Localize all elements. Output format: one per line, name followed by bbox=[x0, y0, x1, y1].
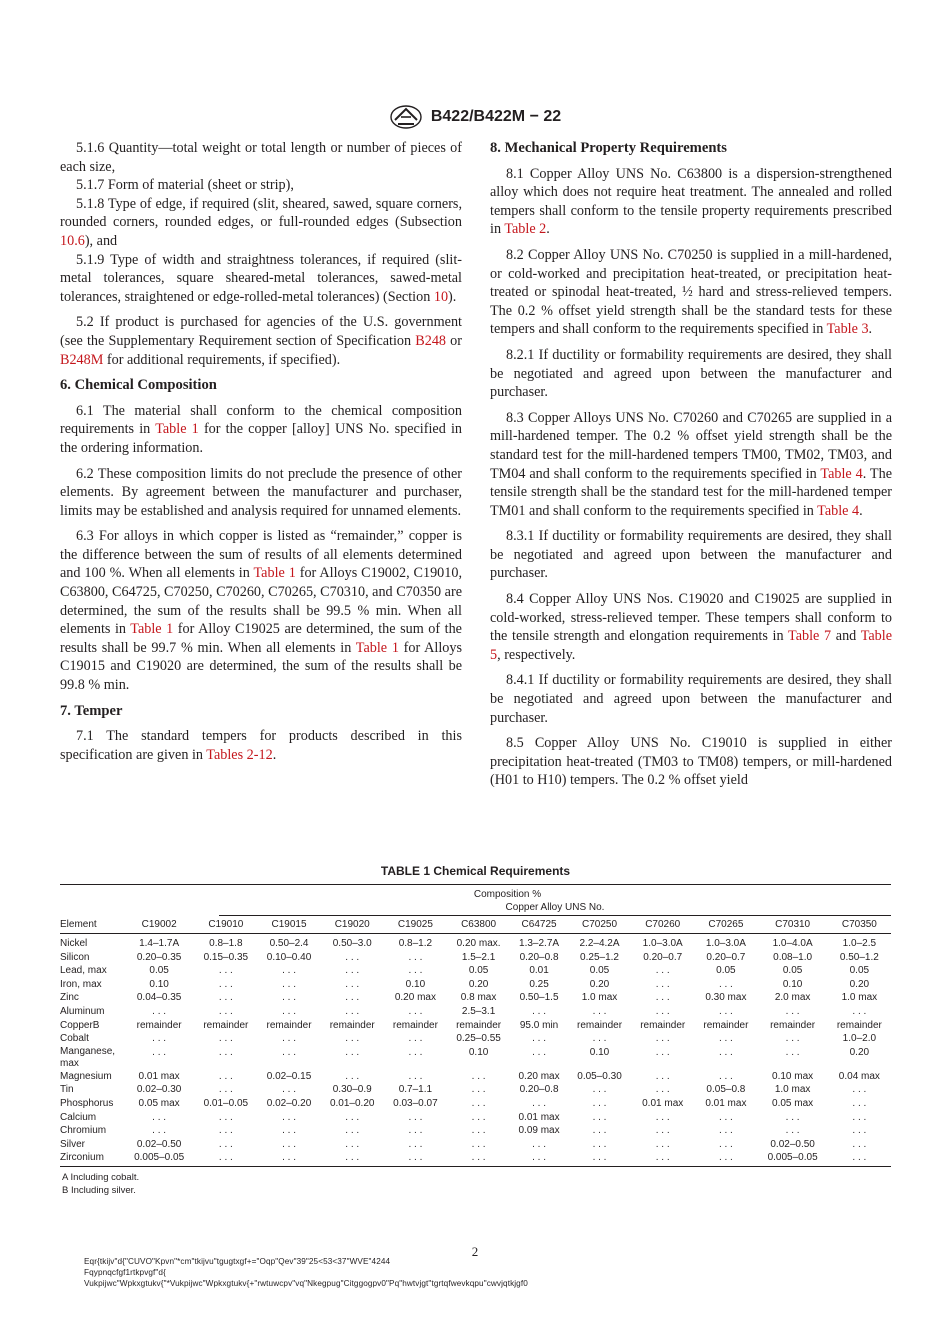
table-row bbox=[60, 1046, 891, 1070]
header-spacer bbox=[60, 885, 124, 917]
column-header-alloy: C70260 bbox=[631, 916, 694, 934]
composition-cell: . . . bbox=[282, 978, 296, 990]
composition-cell: 0.8–1.8 bbox=[209, 938, 243, 949]
composition-cell: 0.01–0.05 bbox=[203, 1097, 249, 1109]
composition-cell: . . . bbox=[282, 1111, 296, 1123]
composition-cell: . . . bbox=[345, 951, 360, 963]
composition-cell: remainder bbox=[266, 1019, 312, 1031]
composition-cell: 1.0–2.0 bbox=[842, 1033, 877, 1045]
element-name-cell: Zinc bbox=[60, 992, 79, 1004]
para-7-1: 7.1 The standard tempers for products described in this specification are given in Tables 2-12. bbox=[60, 728, 462, 763]
element-name-cell: Silicon bbox=[60, 951, 90, 963]
composition-cell: . . . bbox=[345, 1125, 360, 1137]
composition-cell: 0.20 max bbox=[518, 1070, 560, 1082]
composition-cell: 0.005–0.05 bbox=[124, 1151, 194, 1166]
composition-cell: 0.02–0.50 bbox=[136, 1138, 182, 1150]
element-name-cell: Manganese, max bbox=[60, 1045, 116, 1069]
composition-cell: remainder bbox=[703, 1019, 749, 1031]
composition-cell: . . . bbox=[568, 1151, 631, 1166]
composition-cell: . . . bbox=[152, 1005, 167, 1017]
para-5-2: 5.2 If product is purchased for agencies of the U.S. government (see the Supplementary Requirement section of Specification B248 or B248M for additional requirements, if specified). bbox=[60, 314, 463, 368]
composition-cell: 0.05 bbox=[468, 965, 489, 977]
composition-cell: remainder bbox=[392, 1019, 438, 1031]
composition-cell: . . . bbox=[592, 1005, 607, 1017]
composition-cell: . . . bbox=[592, 1084, 607, 1096]
composition-cell: 0.20 bbox=[849, 1046, 870, 1058]
table-row bbox=[60, 1070, 891, 1084]
composition-cell: 0.08–1.0 bbox=[773, 951, 813, 963]
composition-cell: . . . bbox=[408, 1033, 423, 1045]
composition-cell: . . . bbox=[218, 965, 233, 977]
composition-cell: 0.03–0.07 bbox=[393, 1097, 438, 1109]
composition-cell: 1.5–2.1 bbox=[461, 951, 496, 963]
composition-cell: 0.09 max bbox=[518, 1125, 560, 1137]
composition-cell: 0.25–0.55 bbox=[456, 1033, 501, 1045]
composition-cell: . . . bbox=[532, 1033, 546, 1045]
composition-cell: . . . bbox=[218, 992, 233, 1004]
composition-cell: . . . bbox=[532, 1046, 546, 1058]
link-b248m[interactable]: B248M bbox=[60, 351, 104, 368]
composition-cell: . . . bbox=[345, 1111, 360, 1123]
table-title: TABLE 1 Chemical Requirements bbox=[380, 864, 571, 878]
composition-cell: . . . bbox=[218, 1046, 233, 1058]
para-8-2: 8.2 Copper Alloy UNS No. C70250 is supplied in a mill-hardened, or cold-worked and precipitation heat-treated, or precipitation heat-treated or spinodal heat-treated, ½ hard and stress-relieved tempers. The 0.2 % offset yield strength shall be the standard tests for these tempers and shall conform to the requirements specified in Table 3. bbox=[490, 246, 892, 338]
composition-cell: . . . bbox=[592, 1111, 607, 1123]
composition-cell: 0.05–0.30 bbox=[577, 1070, 622, 1082]
composition-cell: . . . bbox=[718, 1033, 733, 1045]
composition-cell: 0.02–0.15 bbox=[266, 1070, 312, 1082]
composition-cell: . . . bbox=[655, 978, 670, 990]
link-table-5[interactable]: Table 5 bbox=[490, 628, 892, 663]
link-table-1[interactable]: Table 1 bbox=[355, 639, 399, 656]
para-6-2: 6.2 These composition limits do not preclude the presence of other elements. By agreement between the manufacturer and purchaser, limits may be established and analysis required for unnamed elements. bbox=[60, 465, 462, 519]
composition-cell: remainder bbox=[203, 1019, 249, 1031]
element-name-cell: Nickel bbox=[60, 938, 88, 949]
composition-label: Composition % bbox=[473, 889, 542, 900]
composition-cell: . . . bbox=[218, 1138, 233, 1150]
composition-cell: . . . bbox=[152, 1125, 167, 1137]
composition-cell: 0.05 max bbox=[772, 1097, 814, 1109]
composition-cell: 0.10 bbox=[468, 1046, 489, 1058]
table-row bbox=[60, 1005, 891, 1019]
link-table-3[interactable]: Table 3 bbox=[826, 321, 869, 338]
alloy-label: Copper Alloy UNS No. bbox=[219, 901, 891, 916]
column-header-alloy: C19020 bbox=[321, 916, 384, 934]
column-header-alloy: C64725 bbox=[510, 916, 568, 934]
composition-cell: . . . bbox=[785, 1046, 800, 1058]
composition-cell: remainder bbox=[136, 1019, 182, 1031]
column-header-element: Element bbox=[60, 916, 124, 934]
composition-cell: 0.05 bbox=[716, 965, 736, 977]
para-5-1-9: 5.1.9 Type of width and straightness tolerances, if required (slit-metal tolerances, square sheared-metal tolerances, sawed-metal tolerances, straightened or edge-rolled-metal tolerances) (Section 10). bbox=[60, 251, 462, 305]
composition-cell: . . . bbox=[592, 1125, 607, 1137]
table-row bbox=[60, 978, 891, 992]
composition-cell: . . . bbox=[592, 1097, 607, 1109]
composition-cell: . . . bbox=[152, 1033, 167, 1045]
table-row bbox=[60, 1032, 891, 1046]
composition-cell: 0.05 bbox=[782, 965, 803, 977]
composition-cell: . . . bbox=[257, 1151, 320, 1166]
element-name-cell: Phosphorus bbox=[60, 1097, 114, 1109]
composition-cell: . . . bbox=[785, 1125, 800, 1137]
table-1-block bbox=[60, 864, 891, 1197]
composition-cell: 0.04–0.35 bbox=[136, 992, 182, 1004]
composition-cell: 2.5–3.1 bbox=[461, 1005, 496, 1017]
composition-cell: 0.02–0.30 bbox=[136, 1084, 182, 1096]
composition-cell: . . . bbox=[718, 1070, 733, 1082]
composition-cell: 0.20 max. bbox=[456, 938, 501, 949]
link-section-10[interactable]: 10 bbox=[433, 288, 449, 305]
composition-cell: . . . bbox=[408, 1125, 423, 1137]
composition-cell: . . . bbox=[345, 978, 360, 990]
link-table-4[interactable]: Table 4 bbox=[820, 465, 863, 482]
composition-cell: . . . bbox=[321, 1151, 384, 1166]
composition-cell: . . . bbox=[510, 1151, 568, 1166]
link-tables-2-12[interactable]: Tables 2-12 bbox=[206, 746, 273, 763]
composition-cell: . . . bbox=[471, 1111, 486, 1123]
composition-cell: 0.05 bbox=[149, 965, 169, 977]
composition-cell: 0.10–0.40 bbox=[266, 951, 312, 963]
heading-section-7: 7. Temper bbox=[60, 702, 123, 719]
right-column bbox=[490, 139, 892, 797]
composition-cell: 0.20–0.7 bbox=[643, 951, 683, 963]
composition-cell: 0.05 bbox=[589, 965, 610, 977]
column-header-alloy: C19010 bbox=[194, 916, 257, 934]
link-table-4[interactable]: Table 4 bbox=[817, 502, 860, 519]
composition-cell: . . . bbox=[655, 1138, 670, 1150]
composition-cell: . . . bbox=[408, 1111, 423, 1123]
composition-cell: . . . bbox=[655, 1005, 670, 1017]
composition-cell: . . . bbox=[532, 1138, 546, 1150]
link-table-1[interactable]: Table 1 bbox=[253, 565, 296, 582]
para-8-4-1: 8.4.1 If ductility or formability requirements are desired, they shall be negotiated and agreed upon between the manufacturer and purchaser. bbox=[490, 672, 892, 726]
composition-cell: . . . bbox=[345, 965, 360, 977]
composition-cell: . . . bbox=[828, 1151, 891, 1166]
composition-cell: . . . bbox=[471, 1138, 486, 1150]
composition-cell: . . . bbox=[718, 1005, 733, 1017]
composition-cell: 0.005–0.05 bbox=[757, 1151, 827, 1166]
composition-cell: 1.0–2.5 bbox=[842, 938, 877, 949]
column-header-alloy: C70265 bbox=[694, 916, 757, 934]
element-name-cell: CopperB bbox=[60, 1019, 100, 1031]
composition-cell: 1.3–2.7A bbox=[519, 938, 560, 949]
composition-cell: 1.0 max bbox=[841, 992, 878, 1004]
composition-cell: 0.10 bbox=[149, 978, 169, 990]
composition-cell: 1.0–4.0A bbox=[772, 938, 813, 949]
element-name-cell: Magnesium bbox=[60, 1070, 112, 1082]
composition-cell: 0.01 max bbox=[138, 1070, 180, 1082]
composition-cell: . . . bbox=[655, 965, 670, 977]
composition-cell: 0.10 max bbox=[772, 1070, 814, 1082]
composition-cell: . . . bbox=[852, 1125, 867, 1137]
element-name-cell: Chromium bbox=[60, 1125, 107, 1137]
composition-cell: 0.25 bbox=[529, 978, 549, 990]
para-8-1: 8.1 Copper Alloy UNS No. C63800 is a dispersion-strengthened alloy which does not require heat treatment. The annealed and rolled tempers shall conform to the tensile property requirements prescribed in Table 2. bbox=[490, 165, 892, 238]
composition-cell: . . . bbox=[718, 1138, 733, 1150]
composition-cell: 0.10 bbox=[405, 978, 426, 990]
composition-cell: remainder bbox=[770, 1019, 816, 1031]
composition-cell: . . . bbox=[218, 1005, 233, 1017]
composition-cell: . . . bbox=[408, 965, 423, 977]
composition-cell: 0.7–1.1 bbox=[398, 1084, 433, 1096]
element-name-cell: Aluminum bbox=[60, 1005, 105, 1017]
composition-cell: remainder bbox=[640, 1019, 686, 1031]
composition-cell: 0.50–3.0 bbox=[332, 938, 372, 949]
link-subsection-10-6[interactable]: 10.6 bbox=[60, 232, 85, 249]
composition-cell: . . . bbox=[345, 1033, 360, 1045]
composition-cell: . . . bbox=[152, 1046, 167, 1058]
composition-cell: remainder bbox=[329, 1019, 375, 1031]
composition-cell: . . . bbox=[282, 1125, 296, 1137]
element-name-cell: Tin bbox=[60, 1084, 74, 1096]
composition-cell: 0.50–1.5 bbox=[519, 992, 559, 1004]
composition-cell: . . . bbox=[345, 1046, 360, 1058]
composition-cell: 1.0–3.0A bbox=[705, 938, 746, 949]
composition-cell: . . . bbox=[194, 1151, 257, 1166]
composition-cell: . . . bbox=[655, 1070, 670, 1082]
composition-cell: remainder bbox=[456, 1019, 502, 1031]
composition-cell: 0.8 max bbox=[460, 992, 497, 1004]
composition-cell: . . . bbox=[655, 1033, 670, 1045]
composition-cell: . . . bbox=[447, 1151, 510, 1166]
astm-logo-icon bbox=[389, 105, 423, 129]
table-row bbox=[60, 1097, 891, 1111]
composition-cell: . . . bbox=[408, 1070, 423, 1082]
column-header-alloy: C70250 bbox=[568, 916, 631, 934]
table-row bbox=[60, 1111, 891, 1125]
footer-line-1: Eqr{tkijv"d{"CUVO"Kpvn"*cm"tkijvu"tgugtxgf+="Oqp"Qev"39"25<53<37"WVE"4244 bbox=[84, 1257, 391, 1266]
composition-cell: . . . bbox=[852, 1138, 867, 1150]
element-name-cell: Silver bbox=[60, 1138, 86, 1150]
license-footer bbox=[84, 1256, 884, 1289]
composition-cell: 1.0 max bbox=[774, 1084, 811, 1096]
composition-cell: 0.8–1.2 bbox=[398, 938, 433, 949]
composition-cell: . . . bbox=[152, 1111, 167, 1123]
composition-cell: 0.30–0.9 bbox=[332, 1084, 372, 1096]
composition-cell: . . . bbox=[345, 1070, 360, 1082]
composition-cell: . . . bbox=[408, 1005, 423, 1017]
composition-cell: 0.20 bbox=[849, 978, 870, 990]
composition-cell: 0.04 max bbox=[838, 1070, 880, 1082]
element-name-cell: Calcium bbox=[60, 1111, 97, 1123]
composition-cell: . . . bbox=[384, 1151, 447, 1166]
composition-cell: . . . bbox=[852, 1111, 867, 1123]
table-footnotes bbox=[60, 1171, 891, 1197]
composition-cell: 0.01 max bbox=[642, 1097, 684, 1109]
composition-cell: . . . bbox=[718, 1125, 733, 1137]
composition-cell: 95.0 min bbox=[519, 1019, 559, 1031]
table-row bbox=[60, 964, 891, 978]
column-header-alloy: C19002 bbox=[124, 916, 194, 934]
heading-section-6: 6. Chemical Composition bbox=[60, 377, 217, 394]
footnote-b: B Including silver. bbox=[62, 1184, 136, 1196]
composition-cell: . . . bbox=[218, 1033, 233, 1045]
composition-cell: 0.05 bbox=[849, 965, 870, 977]
composition-cell: 0.20–0.35 bbox=[136, 951, 182, 963]
composition-cell: 0.15–0.35 bbox=[203, 951, 249, 963]
column-header-alloy: C70310 bbox=[757, 916, 827, 934]
composition-cell: 0.10 bbox=[782, 978, 803, 990]
composition-cell: 1.4–1.7A bbox=[139, 938, 180, 949]
composition-cell: . . . bbox=[345, 1138, 360, 1150]
element-name-cell: Lead, max bbox=[60, 965, 107, 977]
composition-cell: remainder bbox=[577, 1019, 623, 1031]
composition-cell: 0.05–0.8 bbox=[706, 1084, 746, 1096]
standard-designation: B422/B422M − 22 bbox=[430, 108, 562, 125]
column-header-row bbox=[60, 916, 891, 934]
footer-line-2: Fqypnqcfgf1rtkpvgf"d{ bbox=[84, 1268, 166, 1277]
column-header-alloy: C19015 bbox=[257, 916, 320, 934]
composition-cell: 0.01 max bbox=[518, 1111, 560, 1123]
page-number: 2 bbox=[471, 1244, 479, 1259]
composition-cell: 0.20 max bbox=[394, 992, 436, 1004]
composition-cell: . . . bbox=[532, 1097, 546, 1109]
composition-cell: 0.05 max bbox=[138, 1097, 180, 1109]
composition-cell: . . . bbox=[785, 1005, 800, 1017]
para-8-5: 8.5 Copper Alloy UNS No. C19010 is supplied in either precipitation heat-treated (TM03 to TM08) tempers, or mill-hardened (H01 to H10) tempers. The 0.2 % offset yield bbox=[490, 735, 892, 789]
composition-cell: 0.50–1.2 bbox=[839, 951, 879, 963]
composition-cell: . . . bbox=[471, 1097, 486, 1109]
composition-cell: 0.02–0.20 bbox=[266, 1097, 312, 1109]
composition-cell: . . . bbox=[655, 1046, 670, 1058]
composition-cell: remainder bbox=[836, 1019, 882, 1031]
table-row bbox=[60, 1151, 891, 1166]
composition-cell: . . . bbox=[282, 965, 296, 977]
left-column bbox=[60, 139, 462, 771]
element-name-cell: Cobalt bbox=[60, 1033, 89, 1045]
para-8-3: 8.3 Copper Alloys UNS No. C70260 and C70265 are supplied in a mill-hardened temper. The 0.2 % offset yield strength shall be the standard test for the mill-hardened tempers TM00, TM02, TM03, and TM04 and shall conform to the requirements specified in Table 4. The tensile strength shall be the standard test for the mill-hardened temper TM01 and shall conform to the requirements specified in Table 4. bbox=[490, 409, 892, 519]
composition-cell: 1.0–3.0A bbox=[642, 938, 683, 949]
composition-cell: 0.20 bbox=[468, 978, 489, 990]
composition-cell: . . . bbox=[785, 1111, 800, 1123]
composition-cell: . . . bbox=[345, 992, 360, 1004]
composition-cell: 0.20–0.8 bbox=[519, 951, 559, 963]
element-name-cell: Zirconium bbox=[60, 1151, 124, 1166]
para-8-4: 8.4 Copper Alloy UNS Nos. C19020 and C19025 are supplied in cold-worked, stress-relieved temper. These tempers shall conform to the tensile strength and elongation requirements in Table 7 and Table 5, respectively. bbox=[490, 591, 892, 663]
para-5-1-6: 5.1.6 Quantity—total weight or total length or number of pieces of each size, bbox=[60, 140, 462, 175]
table-row bbox=[60, 991, 891, 1005]
composition-cell: . . . bbox=[852, 1005, 867, 1017]
composition-cell: . . . bbox=[655, 992, 670, 1004]
composition-cell: . . . bbox=[631, 1151, 694, 1166]
composition-cell: . . . bbox=[345, 1005, 360, 1017]
composition-cell: . . . bbox=[282, 1005, 296, 1017]
composition-cell: 0.25–1.2 bbox=[580, 951, 619, 963]
composition-cell: . . . bbox=[282, 1084, 296, 1096]
para-5-1-8: 5.1.8 Type of edge, if required (slit, sheared, sawed, square corners, rounded corners, rounded edges, or full-rounded edges (Subsection 10.6), and bbox=[60, 195, 462, 249]
composition-header bbox=[124, 885, 891, 917]
composition-cell: . . . bbox=[655, 1111, 670, 1123]
composition-cell: 0.01 max bbox=[705, 1097, 747, 1109]
composition-cell: . . . bbox=[718, 978, 733, 990]
para-6-1: 6.1 The material shall conform to the chemical composition requirements in Table 1 for the copper [alloy] UNS No. specified in the ordering information. bbox=[60, 402, 462, 456]
composition-cell: . . . bbox=[852, 1097, 867, 1109]
link-table-1[interactable]: Table 1 bbox=[130, 621, 174, 638]
footer-line-3: Vukpijwc"Wpkxgtukv{"*Vukpijwc"Wpkxgtukv{+"rwtuwcpv"vq"Nkegpug"Citggogpv0"Pq"hwtvjgt"tgrtqfwevkqpu"cwvjqtkjgf0 bbox=[84, 1279, 528, 1288]
composition-cell: . . . bbox=[718, 1111, 733, 1123]
composition-cell: . . . bbox=[852, 1084, 867, 1096]
page-header bbox=[0, 104, 950, 130]
composition-cell: . . . bbox=[718, 1046, 733, 1058]
table-row bbox=[60, 1019, 891, 1033]
composition-cell: . . . bbox=[408, 1046, 423, 1058]
heading-section-8: 8. Mechanical Property Requirements bbox=[490, 140, 727, 156]
composition-cell: 0.01–0.20 bbox=[329, 1097, 375, 1109]
composition-cell: 0.10 bbox=[589, 1046, 610, 1058]
composition-cell: . . . bbox=[592, 1033, 607, 1045]
table-row bbox=[60, 1138, 891, 1152]
composition-cell: . . . bbox=[282, 1046, 296, 1058]
table-row bbox=[60, 1083, 891, 1097]
composition-cell: 0.02–0.50 bbox=[770, 1138, 815, 1150]
link-table-7[interactable]: Table 7 bbox=[788, 628, 832, 645]
link-table-1[interactable]: Table 1 bbox=[155, 421, 199, 438]
element-name-cell: Iron, max bbox=[60, 978, 102, 990]
composition-cell: 0.30 max bbox=[705, 992, 747, 1004]
para-8-2-1: 8.2.1 If ductility or formability requirements are desired, they shall be negotiated and agreed upon between the manufacturer and purchaser. bbox=[490, 346, 892, 401]
composition-cell: . . . bbox=[471, 1084, 486, 1096]
composition-cell: . . . bbox=[532, 1005, 546, 1017]
composition-cell: . . . bbox=[218, 1125, 233, 1137]
chemical-requirements-table bbox=[60, 884, 891, 1167]
column-header-alloy: C63800 bbox=[447, 916, 510, 934]
table-row bbox=[60, 1124, 891, 1138]
composition-cell: . . . bbox=[218, 1070, 233, 1082]
composition-cell: . . . bbox=[785, 1033, 800, 1045]
composition-cell: 0.50–2.4 bbox=[269, 938, 309, 949]
composition-cell: . . . bbox=[471, 1070, 486, 1082]
composition-cell: . . . bbox=[282, 1138, 296, 1150]
composition-cell: . . . bbox=[218, 1084, 233, 1096]
table-row bbox=[60, 934, 891, 951]
table-body bbox=[60, 934, 891, 1167]
link-table-2[interactable]: Table 2 bbox=[504, 221, 547, 238]
composition-cell: . . . bbox=[218, 978, 233, 990]
para-6-3: 6.3 For alloys in which copper is listed as “remainder,” copper is the difference between the sum of results of all elements determined and 100 %. When all elements in Table 1 for Alloys C19002, C19010, C63800, C64725, C70250, C70260, C70265, C70310, and C70350 are determined, the sum of the results shall be 99.5 % min. When all elements in Table 1 for Alloy C19025 are determined, the sum of the results shall be 99.7 % min. When all elements in Table 1 for Alloys C19015 and C19020 are determined, the sum of the results shall be 99.8 % min. bbox=[60, 528, 462, 694]
composition-cell: 0.20–0.8 bbox=[519, 1084, 559, 1096]
column-header-alloy: C19025 bbox=[384, 916, 447, 934]
composition-cell: 0.20–0.7 bbox=[706, 951, 746, 963]
composition-cell: . . . bbox=[592, 1138, 607, 1150]
composition-cell: . . . bbox=[282, 992, 296, 1004]
composition-cell: 0.20 bbox=[589, 978, 610, 990]
composition-cell: . . . bbox=[655, 1125, 670, 1137]
composition-cell: 0.01 bbox=[529, 965, 549, 977]
composition-cell: . . . bbox=[408, 1138, 423, 1150]
composition-cell: 1.0 max bbox=[581, 992, 618, 1004]
link-b248[interactable]: B248 bbox=[415, 332, 447, 349]
para-8-3-1: 8.3.1 If ductility or formability requirements are desired, they shall be negotiated and agreed upon between the manufacturer and purchaser. bbox=[490, 528, 892, 582]
composition-cell: . . . bbox=[655, 1084, 670, 1096]
composition-cell: . . . bbox=[471, 1125, 486, 1137]
composition-cell: . . . bbox=[408, 951, 423, 963]
composition-cell: 2.2–4.2A bbox=[579, 938, 620, 949]
footnote-a: A Including cobalt. bbox=[62, 1171, 140, 1183]
table-row bbox=[60, 951, 891, 965]
composition-cell: . . . bbox=[282, 1033, 296, 1045]
composition-cell: 2.0 max bbox=[774, 992, 811, 1004]
para-5-1-7: 5.1.7 Form of material (sheet or strip), bbox=[76, 177, 294, 194]
composition-cell: . . . bbox=[694, 1151, 757, 1166]
column-header-alloy: C70350 bbox=[828, 916, 891, 934]
composition-cell: . . . bbox=[218, 1111, 233, 1123]
